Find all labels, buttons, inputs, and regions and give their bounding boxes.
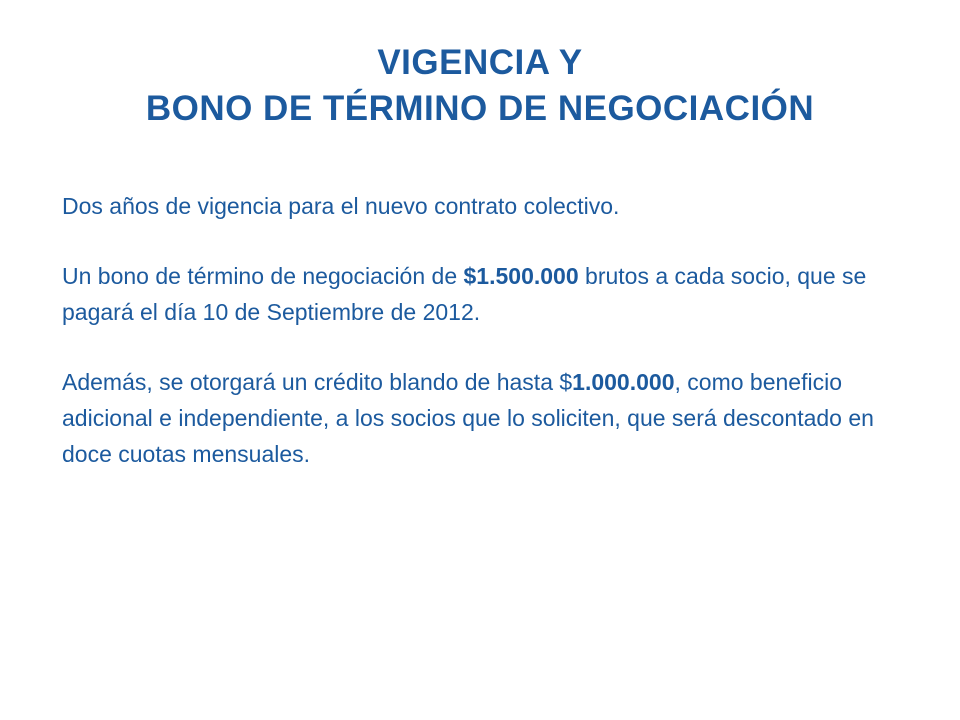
credit-amount: 1.000.000	[572, 369, 675, 395]
paragraph-bonus	[62, 258, 922, 330]
paragraph-2-text-after: brutos a cada socio, que se pagará el día 10 de Septiembre de 2012.	[62, 263, 867, 325]
title-line-2: BONO DE TÉRMINO DE NEGOCIACIÓN	[145, 89, 815, 128]
paragraph-3-text-before: Además, se otorgará un crédito blando de hasta $	[62, 369, 573, 395]
bonus-amount: $1.500.000	[463, 263, 579, 289]
slide-title	[40, 40, 920, 132]
slide-body	[62, 188, 922, 506]
title-line-1: VIGENCIA Y	[377, 43, 583, 82]
paragraph-credit	[62, 364, 922, 472]
paragraph-1-text: Dos años de vigencia para el nuevo contrato colectivo.	[62, 193, 620, 219]
paragraph-validity	[62, 188, 922, 224]
paragraph-3-text-after: , como beneficio adicional e independiente, a los socios que lo soliciten, que será descontado en doce cuotas mensuales.	[62, 369, 874, 467]
paragraph-2-text-before: Un bono de término de negociación de	[62, 263, 464, 289]
